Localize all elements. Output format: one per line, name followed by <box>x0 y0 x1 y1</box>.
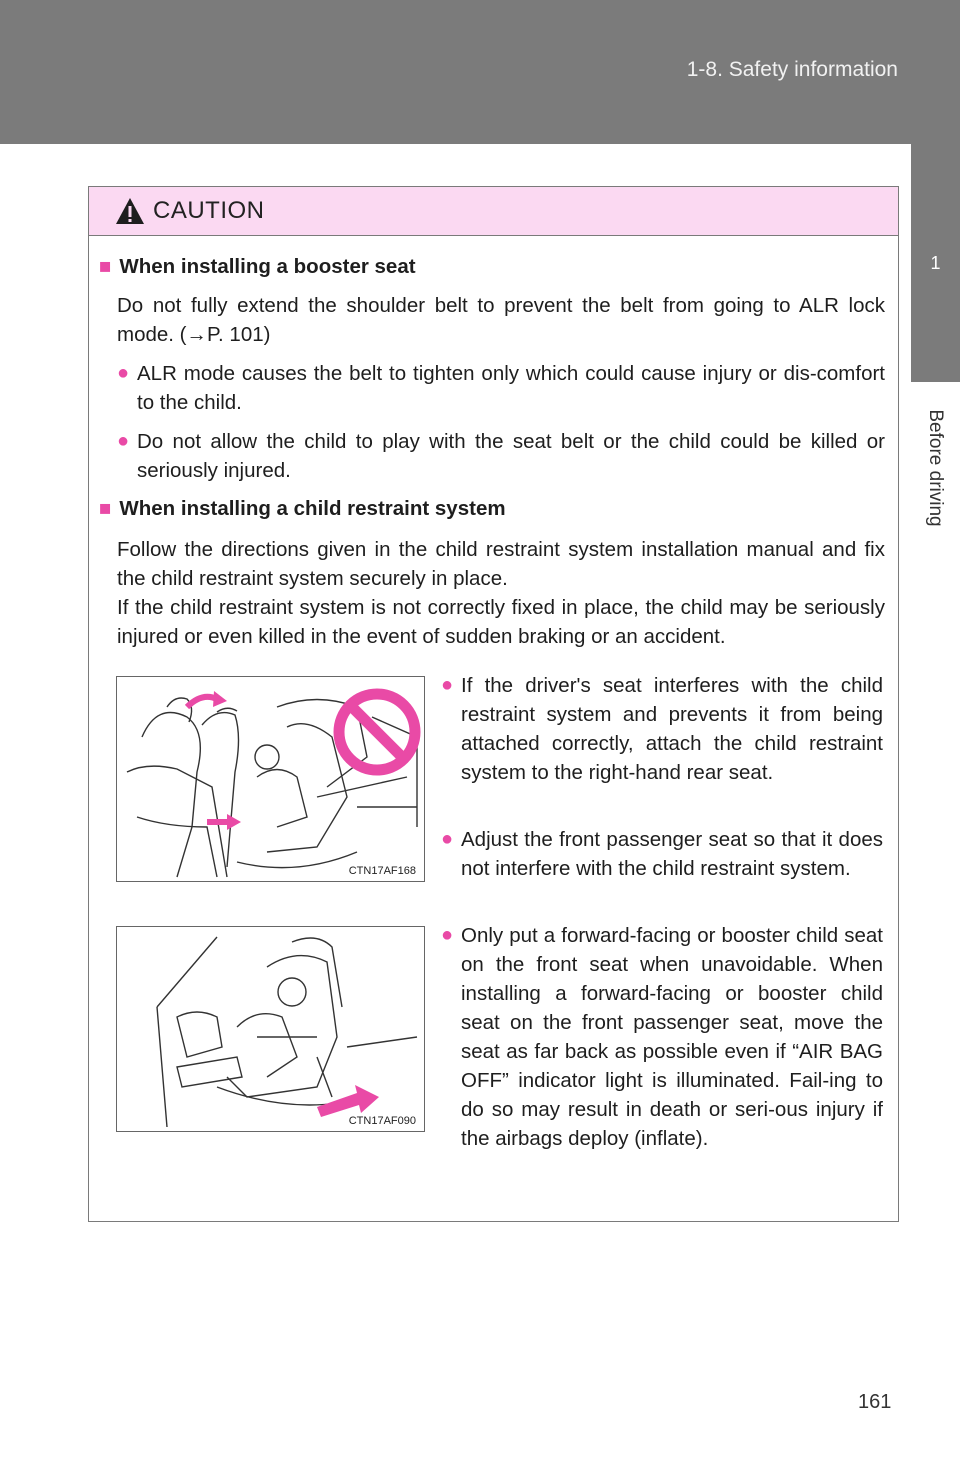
square-bullet-icon: ■ <box>99 255 112 278</box>
warning-triangle-icon <box>115 197 145 225</box>
caution-title: CAUTION <box>153 197 265 224</box>
restraint-bullet-2: ● Adjust the front passenger seat so that it does not interfere with the child restraint system. <box>441 825 883 883</box>
section-title: 1-8. Safety information <box>686 58 898 81</box>
section-heading-booster: ■ When installing a booster seat <box>99 255 416 278</box>
restraint-bullet-1: ● If the driver's seat interferes with the child restraint system and prevents it from being attached correctly, attach the child restraint system to the right-hand rear seat. <box>441 671 883 787</box>
chapter-tab-number: 1 <box>911 144 960 382</box>
booster-bullet-1: ● ALR mode causes the belt to tighten only which could cause injury or dis-comfort to the child. <box>117 359 885 417</box>
circle-bullet-icon: ● <box>117 430 130 452</box>
driver-seat-illustration <box>117 677 424 881</box>
figure-code-1: CTN17AF168 <box>348 865 416 877</box>
circle-bullet-icon: ● <box>441 924 454 946</box>
section-heading-child-restraint: ■ When installing a child restraint system <box>99 497 506 520</box>
restraint-bullet-3: ● Only put a forward-facing or booster child seat on the front seat when unavoidable. When installing a forward-facing or booster child seat on the front passenger seat, move the seat as far back as possible even if “AIR BAG OFF” indicator light is illuminated. Fail-ing to do so may result in death or seri-ous injury if the airbags deploy (inflate). <box>441 921 883 1153</box>
circle-bullet-icon: ● <box>441 828 454 850</box>
circle-bullet-icon: ● <box>441 674 454 696</box>
figure-code-2: CTN17AF090 <box>348 1115 416 1127</box>
chapter-tab-label: Before driving <box>925 409 946 527</box>
figure-forward-facing-seat <box>116 926 425 1132</box>
booster-paragraph: Do not fully extend the shoulder belt to prevent the belt from going to ALR lock mode. (→P. 101) <box>117 294 885 346</box>
caution-header <box>89 187 898 236</box>
booster-bullet-2: ● Do not allow the child to play with the seat belt or the child could be killed or seriously injured. <box>117 427 885 485</box>
child-restraint-paragraph-1: Follow the directions given in the child restraint system installation manual and fix the child restraint system securely in place. <box>117 538 885 590</box>
front-seat-child-illustration <box>117 927 424 1131</box>
chapter-tab <box>911 382 960 554</box>
child-restraint-paragraph-2: If the child restraint system is not correctly fixed in place, the child may be seriously injured or even killed in the event of sudden braking or an accident. <box>117 596 885 648</box>
square-bullet-icon: ■ <box>99 497 112 520</box>
figure-driver-seat-interference <box>116 676 425 882</box>
circle-bullet-icon: ● <box>117 362 130 384</box>
page-number: 161 <box>858 1391 892 1413</box>
